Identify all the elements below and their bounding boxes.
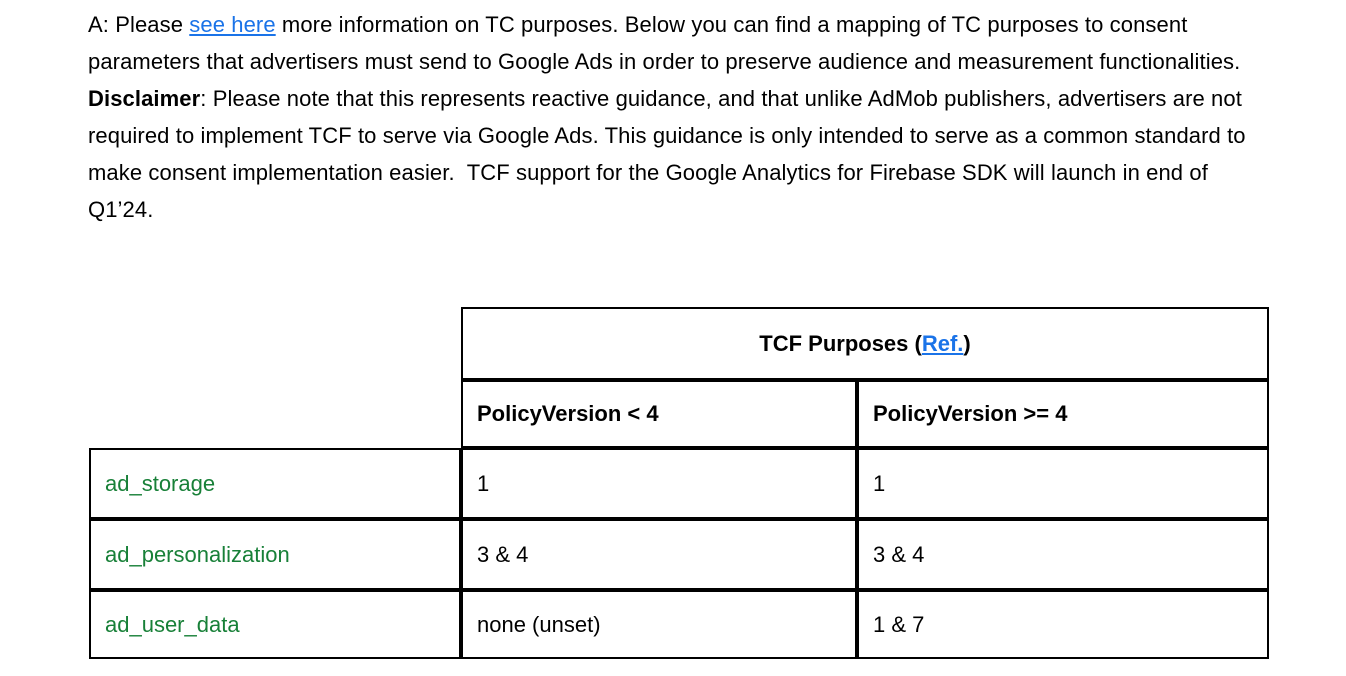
disclaimer-paragraph: [88, 80, 1270, 228]
cell-ad-user-data-gte4: 1 & 7: [857, 590, 1269, 659]
table-empty-corner: [89, 307, 461, 448]
answer-paragraph: [88, 6, 1270, 80]
see-here-link[interactable]: see here: [189, 12, 276, 37]
cell-ad-personalization-lt4: 3 & 4: [461, 519, 857, 590]
row-label-ad-storage: ad_storage: [89, 448, 461, 519]
column-header-policyversion-gte4: PolicyVersion >= 4: [857, 380, 1269, 448]
answer-prefix: A: Please: [88, 12, 190, 37]
disclaimer-label: Disclaimer: [88, 86, 201, 111]
disclaimer-text: : Please note that this represents reactive guidance, and that unlike AdMob publishers, advertisers are not required to implement TCF to serve via Google Ads. This guidance is only intended to serve as a common standard to make consent implementation easier. TCF support for the Google Analytics for Firebase SDK will launch in end of Q1’24.: [88, 86, 1246, 222]
tcf-purposes-table: [89, 307, 1269, 659]
cell-ad-storage-lt4: 1: [461, 448, 857, 519]
cell-ad-personalization-gte4: 3 & 4: [857, 519, 1269, 590]
table-title-suffix: ): [963, 330, 971, 356]
column-header-policyversion-lt4: PolicyVersion < 4: [461, 380, 857, 448]
table-title-prefix: TCF Purposes (: [759, 330, 922, 356]
row-label-ad-user-data: ad_user_data: [89, 590, 461, 659]
body-text: [88, 6, 1270, 228]
ref-link[interactable]: Ref.: [921, 330, 964, 356]
cell-ad-storage-gte4: 1: [857, 448, 1269, 519]
table-header-title: [461, 307, 1269, 380]
row-label-ad-personalization: ad_personalization: [89, 519, 461, 590]
answer-suffix: more information on TC purposes. Below you can find a mapping of TC purposes to consent parameters that advertisers must send to Google Ads in order to preserve audience and measurement functionalities.: [88, 12, 1241, 74]
cell-ad-user-data-lt4: none (unset): [461, 590, 857, 659]
